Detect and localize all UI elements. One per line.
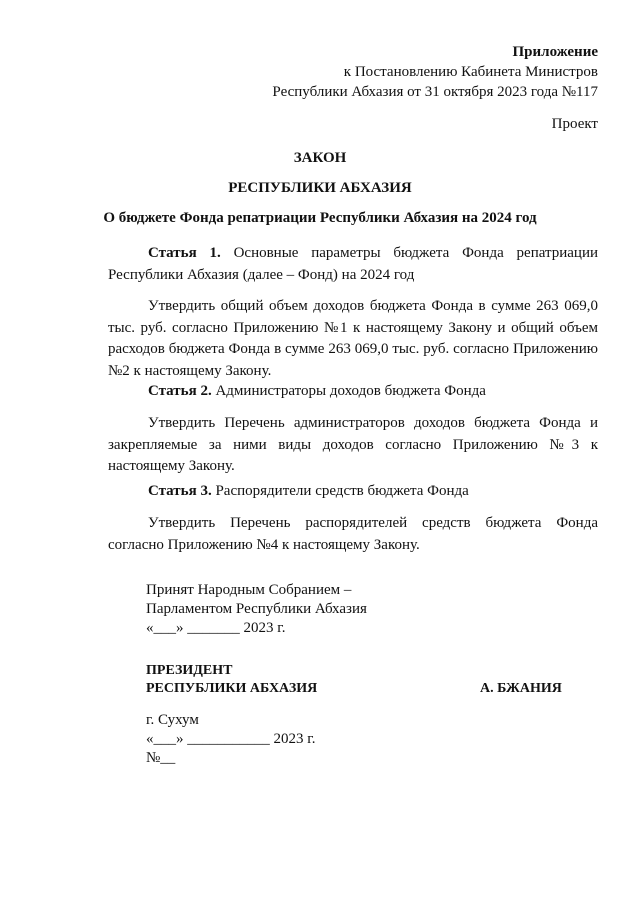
article-1-body: Утвердить общий объем доходов бюджета Фонда в сумме 263 069,0 тыс. руб. согласно Приложению №1 к настоящему Закону и общий объем расходов бюджета Фонда в сумме 263 069,0 тыс. руб. согласно Приложению №2 к настоящему Закону. <box>108 298 598 379</box>
footer-number: №__ <box>146 750 176 766</box>
signature-title-2: РЕСПУБЛИКИ АБХАЗИЯ <box>146 681 318 696</box>
article-1-label: Статья 1. <box>148 245 221 261</box>
article-3-body: Утвердить Перечень распорядителей средств бюджета Фонда согласно Приложению №4 к настоящему Закону. <box>108 515 598 553</box>
footer-date: «___» ___________ 2023 г. <box>146 731 316 747</box>
signature-title-1: ПРЕЗИДЕНТ <box>146 663 233 678</box>
article-2-label: Статья 2. <box>148 383 212 399</box>
article-1-title: Основные параметры бюджета Фонда репатриации Республики Абхазия (далее – Фонд) на 2024 год <box>108 245 599 283</box>
draft-label: Проект <box>551 116 598 132</box>
article-2-body: Утвердить Перечень администраторов доходов бюджета Фонда и закрепляемые за ними виды доходов согласно Приложению №3 к настоящему Закону. <box>108 415 598 474</box>
adoption-date: «___» _______ 2023 г. <box>146 620 286 636</box>
signature-name: А. БЖАНИЯ <box>480 681 562 696</box>
adoption-line-2: Парламентом Республики Абхазия <box>146 601 367 617</box>
footer-city: г. Сухум <box>146 712 199 728</box>
law-subject: О бюджете Фонда репатриации Республики Абхазия на 2024 год <box>103 210 537 226</box>
adoption-line-1: Принят Народным Собранием – <box>146 582 352 598</box>
appendix-line-1: к Постановлению Кабинета Министров <box>343 64 598 80</box>
article-3-title: Распорядители средств бюджета Фонда <box>215 483 469 499</box>
appendix-label: Приложение <box>512 44 598 60</box>
republic-title: РЕСПУБЛИКИ АБХАЗИЯ <box>228 180 412 196</box>
article-2-title: Администраторы доходов бюджета Фонда <box>215 383 486 399</box>
article-1-heading <box>108 243 598 286</box>
law-title: ЗАКОН <box>293 150 347 166</box>
article-3-heading <box>108 481 598 503</box>
article-3-label: Статья 3. <box>148 483 212 499</box>
article-2-heading <box>108 381 598 403</box>
appendix-line-2: Республики Абхазия от 31 октября 2023 года №117 <box>272 84 598 100</box>
